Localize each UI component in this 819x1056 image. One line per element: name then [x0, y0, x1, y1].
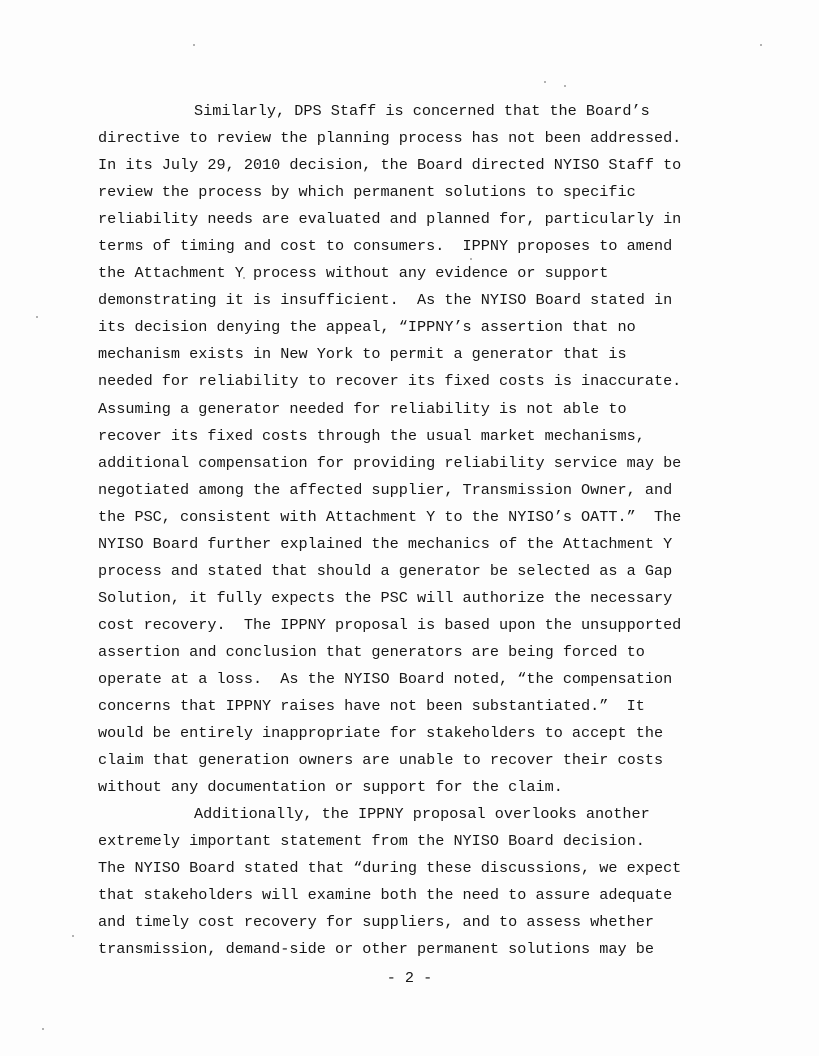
scan-speck: [564, 85, 566, 87]
paragraph-1-line: its decision denying the appeal, “IPPNY’s assertion that no: [98, 318, 636, 337]
paragraph-1-line: Similarly, DPS Staff is concerned that the Board’s: [194, 102, 650, 120]
paragraph-1-line: assertion and conclusion that generators are being forced to: [98, 642, 645, 661]
paragraph-1-line: reliability needs are evaluated and planned for, particularly in: [98, 210, 682, 229]
body-text: [98, 98, 738, 964]
paragraph-1-line: recover its fixed costs through the usual market mechanisms,: [98, 426, 645, 445]
paragraph-1-line: concerns that IPPNY raises have not been substantiated.” It: [98, 697, 645, 716]
paragraph-1-line: would be entirely inappropriate for stakeholders to accept the: [98, 724, 664, 743]
paragraph-2-line: transmission, demand-side or other permanent solutions may be: [98, 940, 654, 959]
scan-speck: [72, 935, 74, 937]
scan-speck: [36, 316, 38, 318]
paragraph-2-line: and timely cost recovery for suppliers, and to assess whether: [98, 913, 654, 932]
paragraph-1-line: without any documentation or support for the claim.: [98, 778, 563, 797]
scan-speck: [42, 1028, 44, 1030]
paragraph-1-line: demonstrating it is insufficient. As the NYISO Board stated in: [98, 291, 673, 310]
paragraph-1-line: terms of timing and cost to consumers. IPPNY proposes to amend: [98, 237, 673, 256]
paragraph-1-line: the Attachment Y process without any evidence or support: [98, 264, 609, 283]
paragraph-2-line: that stakeholders will examine both the need to assure adequate: [98, 886, 673, 905]
paragraph-1-line: Assuming a generator needed for reliability is not able to: [98, 399, 627, 418]
paragraph-1-line: additional compensation for providing reliability service may be: [98, 453, 682, 472]
paragraph-1-line: NYISO Board further explained the mechanics of the Attachment Y: [98, 534, 673, 553]
paragraph-1-line: operate at a loss. As the NYISO Board noted, “the compensation: [98, 669, 673, 688]
page-number: - 2 -: [386, 969, 433, 987]
paragraph-1-line: directive to review the planning process has not been addressed.: [98, 129, 682, 148]
paragraph-1-line: process and stated that should a generator be selected as a Gap: [98, 561, 673, 580]
paragraph-1-line: claim that generation owners are unable to recover their costs: [98, 751, 664, 770]
scan-speck: [193, 44, 195, 46]
paragraph-1-line: mechanism exists in New York to permit a generator that is: [98, 345, 627, 364]
paragraph-1-line: Solution, it fully expects the PSC will authorize the necessary: [98, 588, 673, 607]
paragraph-1-line: review the process by which permanent solutions to specific: [98, 183, 636, 202]
paragraph-1-line: the PSC, consistent with Attachment Y to the NYISO’s OATT.” The: [98, 507, 682, 526]
paragraph-1-line: needed for reliability to recover its fixed costs is inaccurate.: [98, 372, 682, 391]
scan-speck: [544, 81, 546, 83]
paragraph-2-line: Additionally, the IPPNY proposal overlooks another: [194, 805, 650, 824]
paragraph-1-line: negotiated among the affected supplier, Transmission Owner, and: [98, 480, 673, 499]
paragraph-1-line: cost recovery. The IPPNY proposal is based upon the unsupported: [98, 615, 682, 634]
scan-speck: [760, 44, 762, 46]
paragraph-1-line: In its July 29, 2010 decision, the Board directed NYISO Staff to: [98, 156, 682, 175]
paragraph-2-line: extremely important statement from the NYISO Board decision.: [98, 832, 645, 851]
paragraph-2-line: The NYISO Board stated that “during these discussions, we expect: [98, 859, 682, 878]
